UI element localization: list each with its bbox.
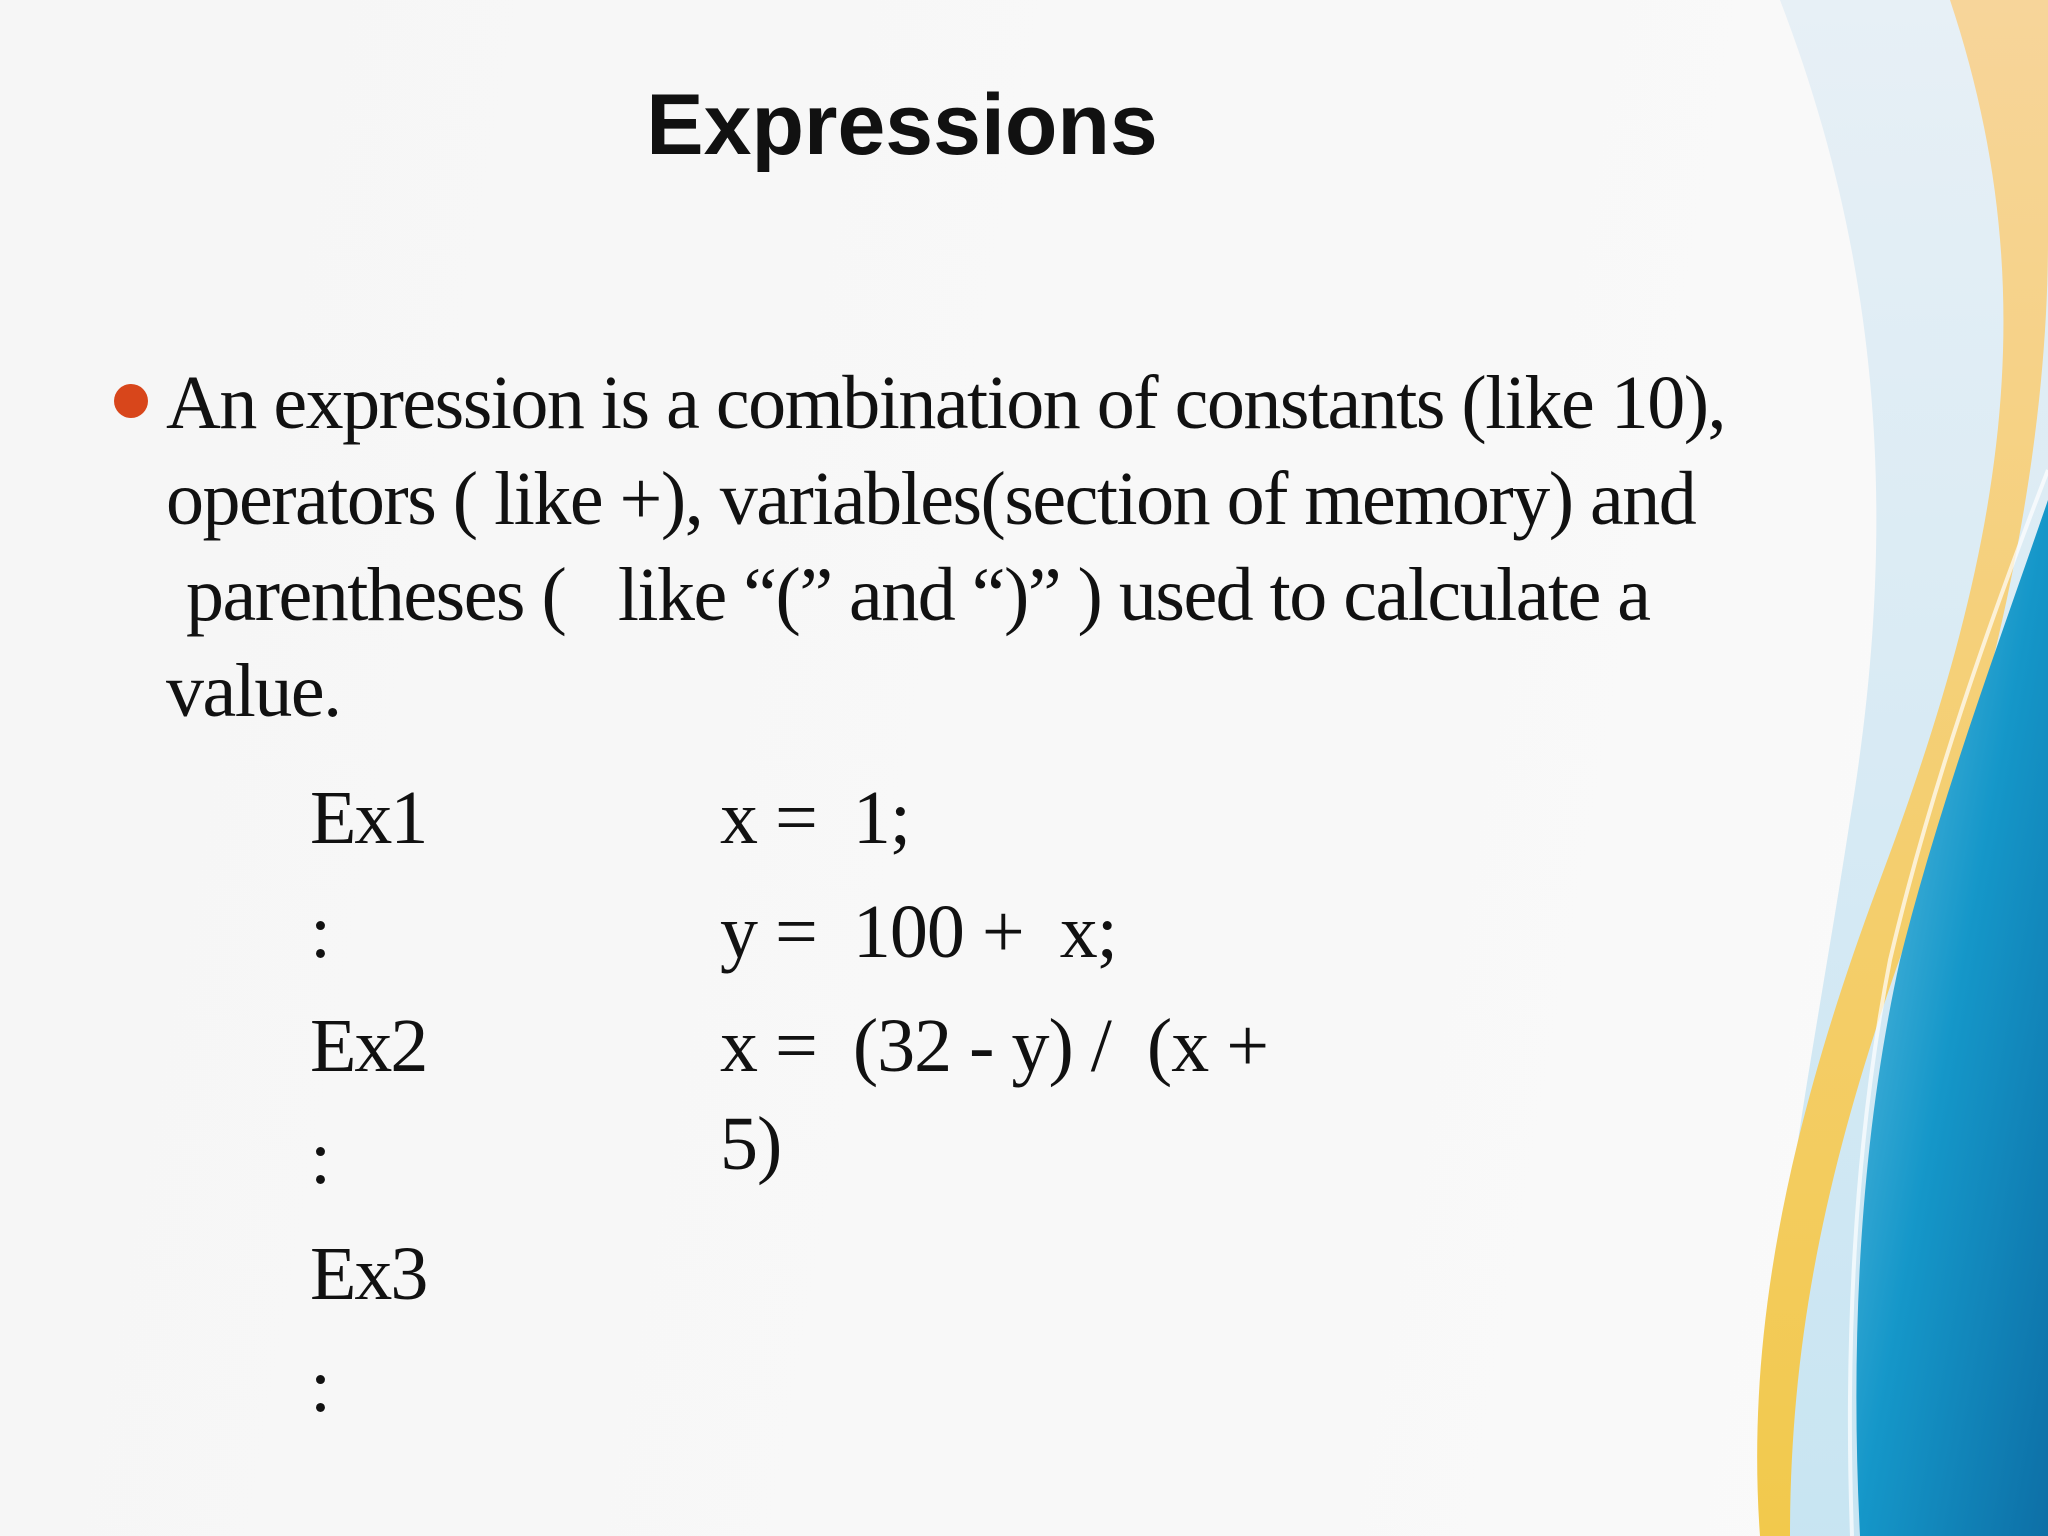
code-line: x = (32 - y) / (x + bbox=[720, 1004, 1269, 1088]
example-label: Ex1 bbox=[310, 776, 427, 860]
example-label: Ex3 bbox=[310, 1232, 427, 1316]
bullet-dot-icon bbox=[114, 384, 148, 418]
code-line: 5) bbox=[720, 1102, 782, 1186]
example-label: Ex2 bbox=[310, 1004, 427, 1088]
bullet-paragraph bbox=[166, 361, 1756, 749]
example-label: : bbox=[310, 1344, 330, 1428]
example-label: : bbox=[310, 890, 330, 974]
code-line: x = 1; bbox=[720, 776, 910, 860]
bullet-line: parentheses ( like “(” and “)” ) used to calculate a bbox=[186, 553, 1650, 637]
bullet-line: value. bbox=[166, 649, 341, 733]
bullet-line: An expression is a combination of constants (like 10), bbox=[166, 361, 1726, 445]
bullet-line: operators ( like +), variables(section of memory) and bbox=[166, 457, 1696, 541]
slide-title: Expressions bbox=[646, 77, 1158, 173]
code-line: y = 100 + x; bbox=[720, 890, 1117, 974]
example-label: : bbox=[310, 1116, 330, 1200]
